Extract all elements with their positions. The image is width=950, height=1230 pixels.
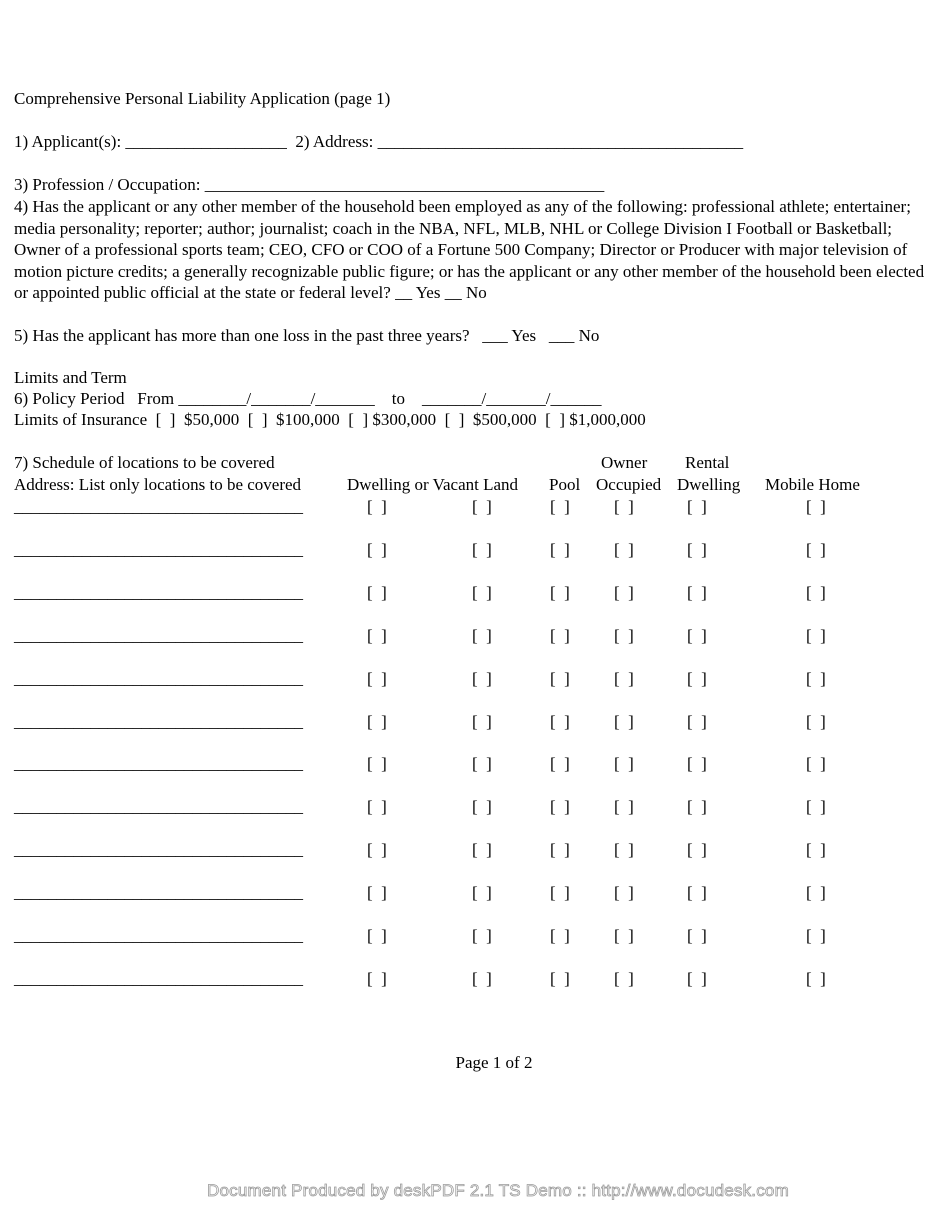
q5-yes-option[interactable]: ___ Yes [482, 326, 537, 345]
rental-dwelling-checkbox[interactable]: [ ] [687, 754, 707, 774]
limits-of-insurance [14, 409, 646, 430]
owner-column-header-top: Owner [601, 453, 648, 472]
dwelling-checkbox[interactable]: [ ] [367, 926, 387, 945]
vacant-land-checkbox[interactable]: [ ] [472, 968, 492, 988]
address-line[interactable]: __________________________________ [14, 926, 303, 945]
q3-occupation-line [14, 174, 604, 195]
owner-occupied-checkbox[interactable]: [ ] [614, 668, 634, 688]
rental-dwelling-checkbox[interactable]: [ ] [687, 539, 707, 559]
address-line[interactable]: __________________________________ [14, 968, 303, 988]
pool-checkbox[interactable]: [ ] [550, 840, 570, 860]
mobile-home-checkbox[interactable]: [ ] [806, 539, 826, 559]
pool-column-header: Pool [549, 475, 581, 494]
mobile-home-checkbox[interactable]: [ ] [806, 968, 826, 988]
address-line[interactable]: __________________________________ [14, 625, 303, 645]
rental-dwelling-checkbox[interactable]: [ ] [687, 797, 707, 817]
applicant-field[interactable]: ___________________ [125, 132, 287, 151]
vacant-land-checkbox[interactable]: [ ] [472, 711, 492, 731]
address-line[interactable]: __________________________________ [14, 797, 303, 817]
watermark: Document Produced by deskPDF 2.1 TS Demo :: http://www.docudesk.com [207, 1181, 789, 1200]
rental-dwelling-checkbox[interactable]: [ ] [687, 840, 707, 860]
rental-dwelling-checkbox[interactable]: [ ] [687, 968, 707, 988]
address-line[interactable]: __________________________________ [14, 840, 303, 860]
owner-occupied-checkbox[interactable]: [ ] [614, 625, 634, 645]
dwelling-checkbox[interactable]: [ ] [367, 497, 387, 516]
q7-label: 7) Schedule of locations to be covered [14, 453, 275, 472]
dwelling-checkbox[interactable]: [ ] [367, 754, 387, 774]
vacant-land-checkbox[interactable]: [ ] [472, 497, 492, 516]
vacant-land-checkbox[interactable]: [ ] [472, 797, 492, 817]
mobile-home-checkbox[interactable]: [ ] [806, 582, 826, 602]
q4-yes-option[interactable]: __ Yes [395, 283, 441, 302]
location-row [0, 839, 950, 861]
rental-dwelling-checkbox[interactable]: [ ] [687, 625, 707, 645]
q5-question [14, 325, 599, 346]
location-row [0, 882, 950, 904]
mobile-home-checkbox[interactable]: [ ] [806, 711, 826, 731]
dwelling-checkbox[interactable]: [ ] [367, 668, 387, 688]
dwelling-checkbox[interactable]: [ ] [367, 625, 387, 645]
address-line[interactable]: __________________________________ [14, 539, 303, 559]
owner-occupied-checkbox[interactable]: [ ] [614, 711, 634, 731]
address-field[interactable]: ___________________________________________ [377, 132, 744, 151]
limits-options[interactable]: [ ] $50,000 [ ] $100,000 [ ] $300,000 [ ] $500,000 [ ] $1,000,000 [155, 410, 646, 429]
pool-checkbox[interactable]: [ ] [550, 582, 570, 602]
policy-from-date-field[interactable]: ________/_______/_______ [178, 389, 375, 408]
pool-checkbox[interactable]: [ ] [550, 711, 570, 731]
q4-question [14, 196, 939, 304]
rental-dwelling-checkbox[interactable]: [ ] [687, 711, 707, 731]
owner-occupied-checkbox[interactable]: [ ] [614, 497, 634, 516]
pool-checkbox[interactable]: [ ] [550, 968, 570, 988]
location-row [0, 753, 950, 775]
page-number: Page 1 of 2 [455, 1053, 533, 1072]
pool-checkbox[interactable]: [ ] [550, 497, 570, 516]
rental-dwelling-checkbox[interactable]: [ ] [687, 668, 707, 688]
location-row [0, 496, 950, 518]
mobile-home-checkbox[interactable]: [ ] [806, 754, 826, 774]
q4-no-option[interactable]: __ No [444, 283, 487, 302]
location-row [0, 925, 950, 947]
owner-occupied-checkbox[interactable]: [ ] [614, 883, 634, 903]
owner-occupied-checkbox[interactable]: [ ] [614, 926, 634, 945]
pool-checkbox[interactable]: [ ] [550, 539, 570, 559]
location-row [0, 625, 950, 647]
pool-checkbox[interactable]: [ ] [550, 926, 570, 945]
mobile-home-checkbox[interactable]: [ ] [806, 840, 826, 860]
location-row [0, 796, 950, 818]
pool-checkbox[interactable]: [ ] [550, 625, 570, 645]
mobile-home-checkbox[interactable]: [ ] [806, 797, 826, 817]
address-line[interactable]: __________________________________ [14, 497, 303, 516]
occupation-field[interactable]: _______________________________________________ [204, 175, 605, 194]
q6-label: 6) Policy Period [14, 389, 125, 408]
rental-column-header-bottom: Dwelling [677, 475, 741, 494]
dwelling-checkbox[interactable]: [ ] [367, 711, 387, 731]
limits-heading: Limits and Term [14, 368, 127, 387]
vacant-land-checkbox[interactable]: [ ] [472, 883, 492, 903]
form-title: Comprehensive Personal Liability Application (page 1) [14, 89, 391, 108]
location-row [0, 668, 950, 690]
rental-dwelling-checkbox[interactable]: [ ] [687, 883, 707, 903]
q1-label: 1) Applicant(s): [14, 132, 122, 151]
mobile-column-header: Mobile Home [765, 475, 860, 494]
mobile-home-checkbox[interactable]: [ ] [806, 625, 826, 645]
owner-column-header-bottom: Occupied [596, 475, 662, 494]
dwelling-checkbox[interactable]: [ ] [367, 582, 387, 602]
q6-to-label: to [391, 389, 406, 408]
owner-occupied-checkbox[interactable]: [ ] [614, 582, 634, 602]
rental-column-header-top: Rental [685, 453, 730, 472]
rental-dwelling-checkbox[interactable]: [ ] [687, 497, 707, 516]
address-line[interactable]: __________________________________ [14, 883, 303, 903]
q6-from-label: From [137, 389, 175, 408]
dwelling-checkbox[interactable]: [ ] [367, 539, 387, 559]
limits-label: Limits of Insurance [14, 410, 148, 429]
dwelling-checkbox[interactable]: [ ] [367, 840, 387, 860]
q6-policy-period [14, 388, 601, 409]
vacant-land-checkbox[interactable]: [ ] [472, 754, 492, 774]
policy-to-date-field[interactable]: _______/_______/______ [422, 389, 602, 408]
pool-checkbox[interactable]: [ ] [550, 668, 570, 688]
vacant-land-checkbox[interactable]: [ ] [472, 625, 492, 645]
owner-occupied-checkbox[interactable]: [ ] [614, 840, 634, 860]
q3-label: 3) Profession / Occupation: [14, 175, 201, 194]
vacant-land-checkbox[interactable]: [ ] [472, 840, 492, 860]
dwelling-checkbox[interactable]: [ ] [367, 968, 387, 988]
owner-occupied-checkbox[interactable]: [ ] [614, 754, 634, 774]
address-line[interactable]: __________________________________ [14, 582, 303, 602]
vacant-land-checkbox[interactable]: [ ] [472, 926, 492, 945]
rental-dwelling-checkbox[interactable]: [ ] [687, 582, 707, 602]
mobile-home-checkbox[interactable]: [ ] [806, 497, 826, 516]
location-row [0, 968, 950, 990]
owner-occupied-checkbox[interactable]: [ ] [614, 968, 634, 988]
q4-text: 4) Has the applicant or any other member of the household been employed as any of the following: professional athlete; entertainer; media personality; reporter; author; journalist; coach in the NBA, NFL, MLB, NHL or College Division I Football or Basketball; Owner of a professional sports team; CEO, CFO or COO of a Fortune 500 Company; Director or Producer with major television of motion picture credits; a generally recognizable public figure; or has the applicant or any other member of the household been elected or appointed public official at the state or federal level? [14, 197, 925, 302]
address-line[interactable]: __________________________________ [14, 711, 303, 731]
location-row [0, 539, 950, 561]
owner-occupied-checkbox[interactable]: [ ] [614, 797, 634, 817]
dwelling-checkbox[interactable]: [ ] [367, 883, 387, 903]
q2-label: 2) Address: [295, 132, 374, 151]
dwelling-column-header: Dwelling or Vacant Land [347, 475, 519, 494]
q5-no-option[interactable]: ___ No [548, 326, 600, 345]
owner-occupied-checkbox[interactable]: [ ] [614, 539, 634, 559]
q5-text: 5) Has the applicant has more than one loss in the past three years? [14, 326, 470, 345]
vacant-land-checkbox[interactable]: [ ] [472, 539, 492, 559]
location-row [0, 711, 950, 733]
address-line[interactable]: __________________________________ [14, 668, 303, 688]
rental-dwelling-checkbox[interactable]: [ ] [687, 926, 707, 945]
location-row [0, 582, 950, 604]
address-column-header: Address: List only locations to be covered [14, 475, 302, 494]
vacant-land-checkbox[interactable]: [ ] [472, 582, 492, 602]
address-line[interactable]: __________________________________ [14, 754, 303, 774]
mobile-home-checkbox[interactable]: [ ] [806, 883, 826, 903]
pool-checkbox[interactable]: [ ] [550, 883, 570, 903]
pool-checkbox[interactable]: [ ] [550, 797, 570, 817]
vacant-land-checkbox[interactable]: [ ] [472, 668, 492, 688]
pool-checkbox[interactable]: [ ] [550, 754, 570, 774]
dwelling-checkbox[interactable]: [ ] [367, 797, 387, 817]
mobile-home-checkbox[interactable]: [ ] [806, 926, 826, 945]
q1-applicant-line [14, 131, 743, 152]
mobile-home-checkbox[interactable]: [ ] [806, 668, 826, 688]
